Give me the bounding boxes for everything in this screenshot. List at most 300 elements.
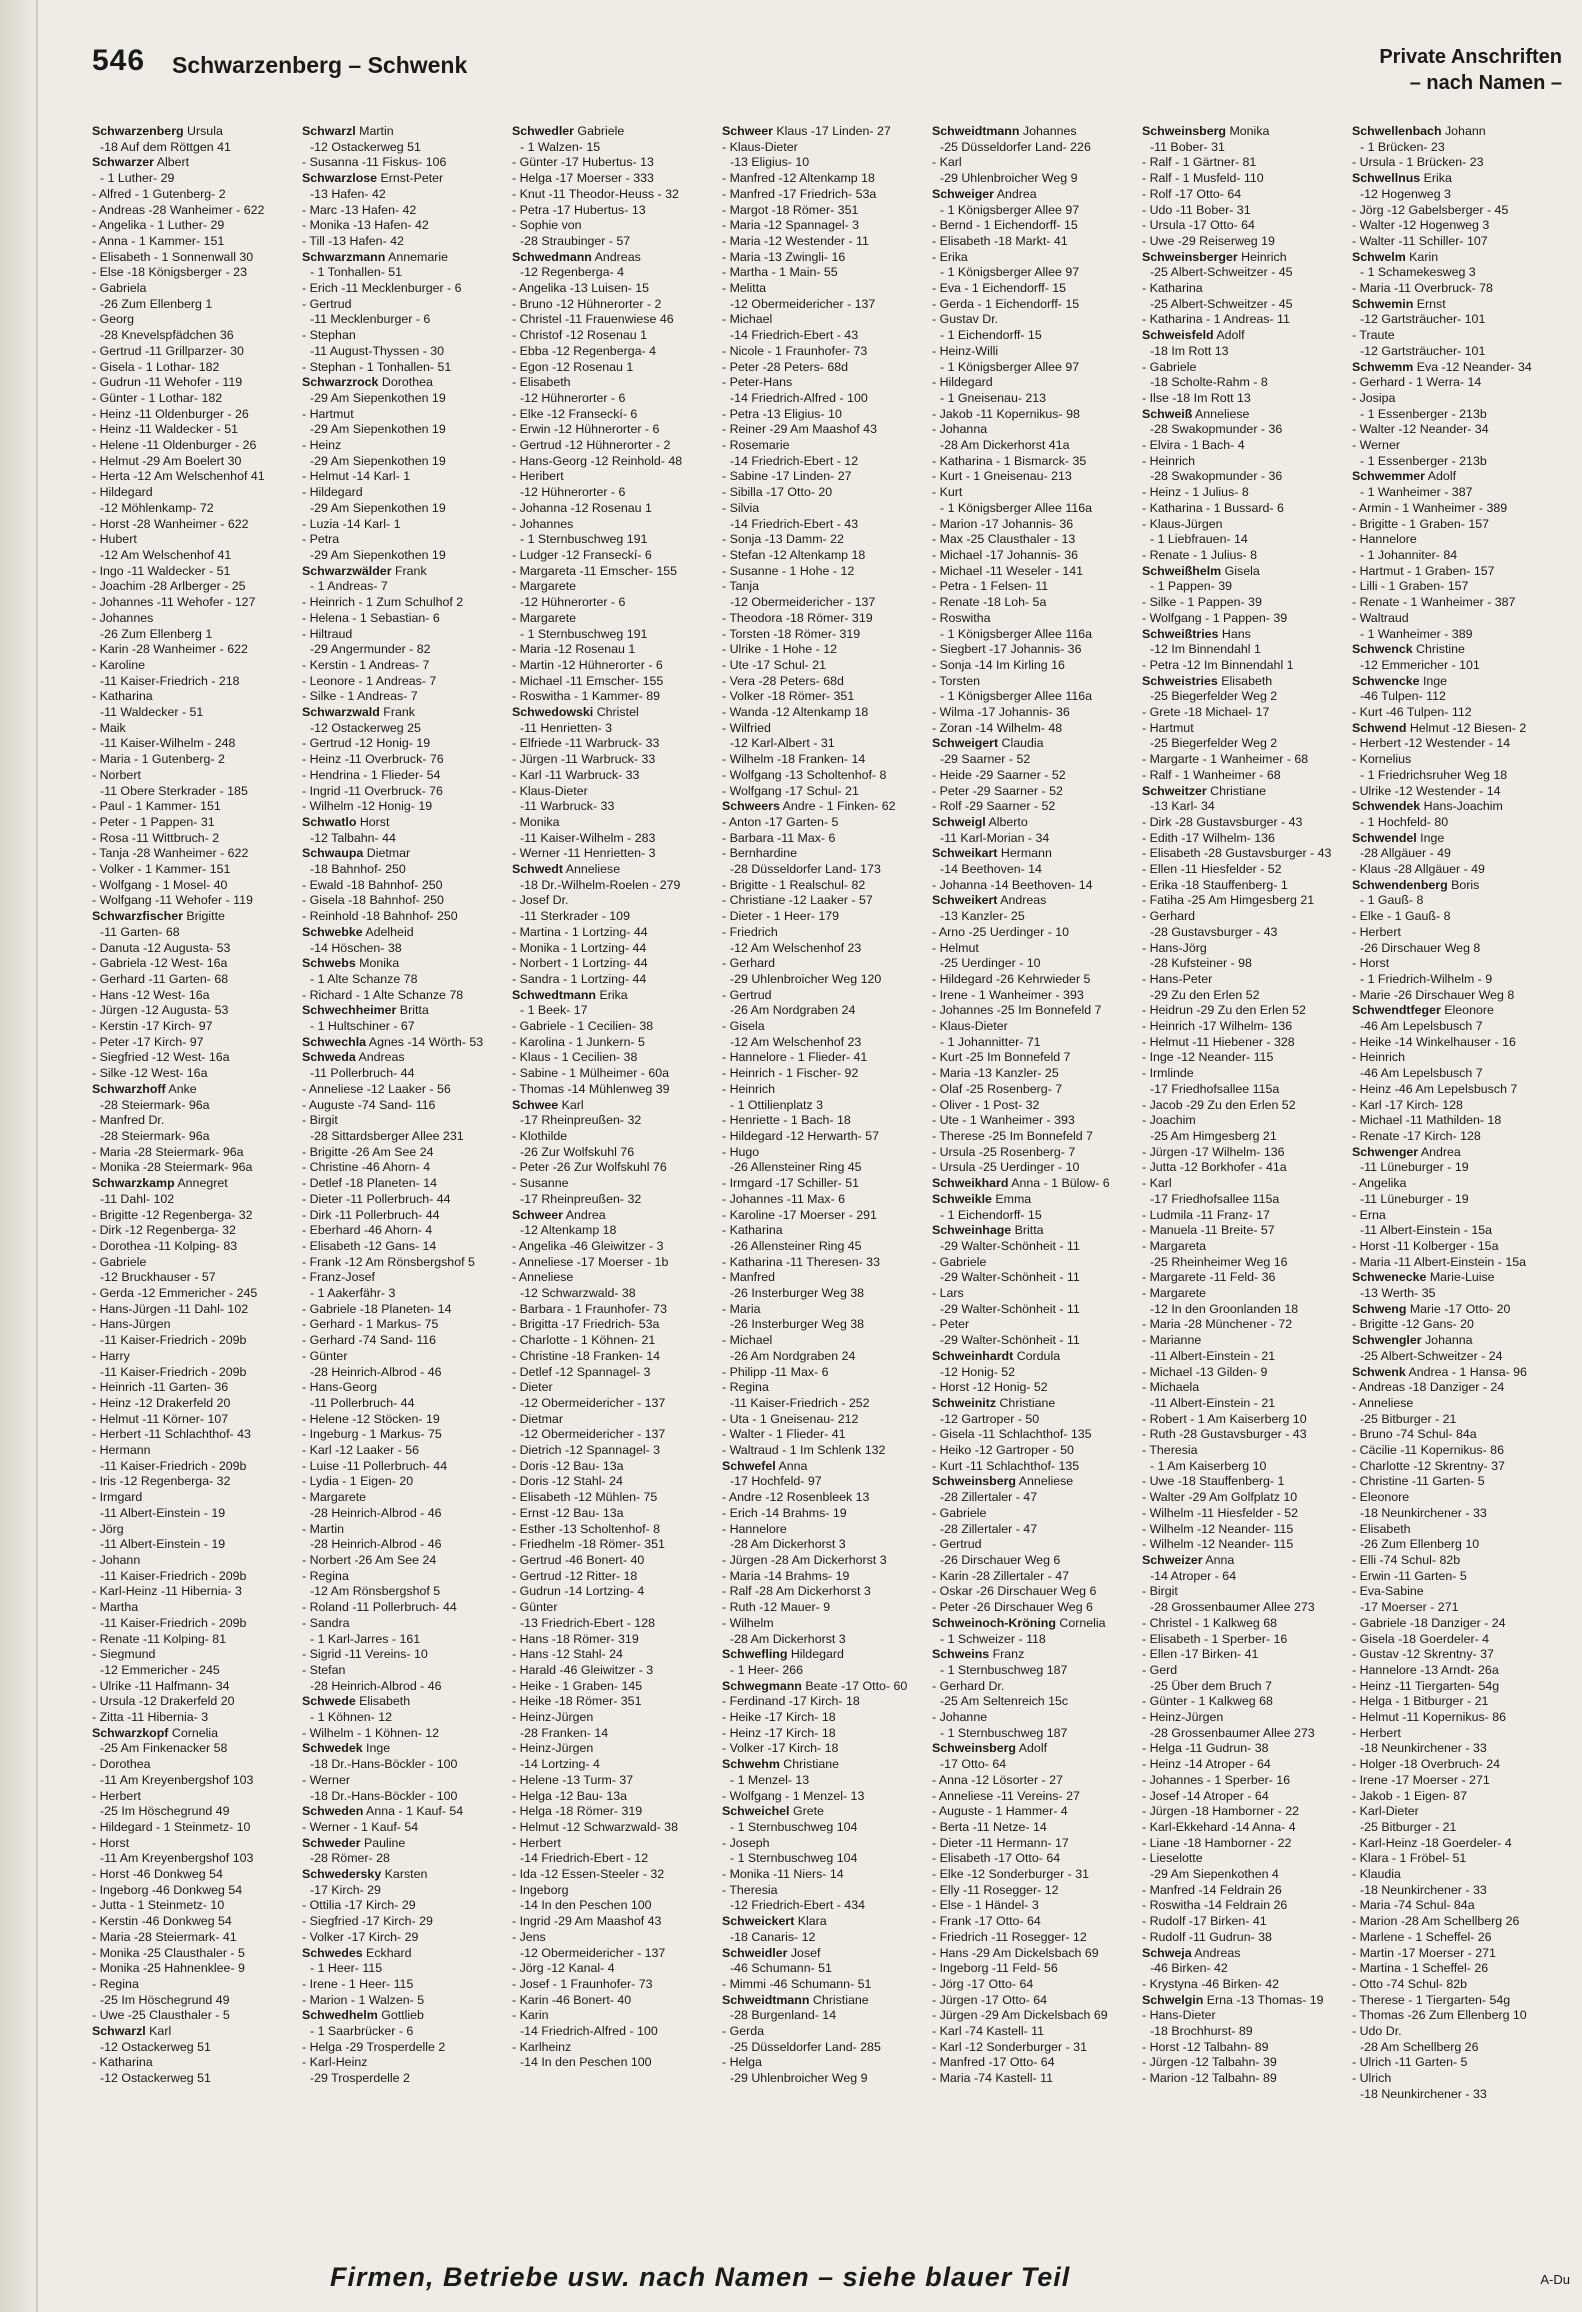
directory-entry: -25 Düsseldorfer Land- 285 [730,2039,881,2054]
directory-entry: Schwengler Johanna [1352,1333,1473,1348]
directory-entry: -12 Gartroper - 50 [940,1411,1040,1426]
directory-entry: -12 Honig- 52 [940,1364,1016,1379]
directory-entry: - 1 Aakerfähr- 3 [310,1286,396,1301]
directory-entry: -28 Zillertaler - 47 [940,1521,1038,1536]
directory-entry: - Uwe -29 Reiserweg 19 [1142,233,1275,248]
directory-entry: - Ingrid -29 Am Maashof 43 [512,1914,662,1929]
directory-entry: Schwarzrock Dorothea [302,375,433,390]
directory-entry: - Silvia [722,500,760,515]
directory-entry: - Irene - 1 Wanheimer - 393 [932,987,1084,1002]
directory-entry: - Peter [932,1317,970,1332]
directory-entry: - Martin -12 Hühnerorter - 6 [512,657,663,672]
directory-entry: - Petra -17 Hubertus- 13 [512,202,646,217]
directory-entry: Schwarzwälder Frank [302,563,427,578]
directory-entry: - Hiltraud [302,626,353,641]
directory-entry: - 1 Tonhallen- 51 [310,265,403,280]
directory-entry: - Tanja -28 Wanheimer - 622 [92,846,249,861]
directory-entry: Schwedler Gabriele [512,124,625,138]
directory-entry: - Thomas -26 Zum Ellenberg 10 [1352,2008,1527,2023]
directory-entry: Schweidtmann Christiane [722,1992,869,2007]
directory-entry: - 1 Eichendorff- 15 [940,328,1042,343]
directory-entry: - Jörg [92,1521,124,1536]
directory-entry: - 1 Sternbuschweg 191 [520,626,648,641]
directory-entry: - Katharina [92,2055,153,2070]
directory-entry: -11 Warbruck- 33 [520,799,615,814]
directory-entry: - 1 Essenberger - 213b [1360,453,1487,468]
surname-heading: Schwarzrock [302,375,379,390]
directory-entry: - Maria -13 Zwingli- 16 [722,249,846,264]
directory-entry: Schwencke Inge [1352,673,1448,688]
directory-entry: - Traute [1352,328,1395,343]
directory-entry: - Hans-Georg -12 Reinhold- 48 [512,453,683,468]
directory-entry: - Karl -74 Kastell- 11 [932,2024,1045,2039]
directory-entry: -12 Obermeidericher - 137 [520,1427,666,1442]
directory-entry: - Roland -11 Pollerbruch- 44 [302,1600,457,1615]
directory-entry: - Roswitha [932,610,991,625]
directory-entry: -28 Steiermark- 96a [100,1129,210,1143]
directory-entry: -12 Im Binnendahl 1 [1150,642,1261,657]
surname-heading: Schweistries [1142,673,1218,688]
directory-entry: -11 Sterkrader - 109 [520,909,630,924]
directory-entry: - Bernd - 1 Eichendorff- 15 [932,218,1078,233]
directory-entry: - Kerstin -17 Kirch- 97 [92,1019,213,1034]
directory-entry: -28 Am Dickerhorst 3 [730,1631,846,1646]
directory-entry: - Hannelore [722,1521,787,1536]
directory-entry: - Petra - 1 Felsen- 11 [932,579,1049,594]
directory-entry: - Ursula -25 Rosenberg- 7 [932,1144,1076,1159]
directory-entry: - Helmut [932,940,979,955]
directory-entry: - Helena - 1 Sebastian- 6 [302,610,440,625]
directory-entry: - Hans -18 Römer- 319 [512,1631,639,1646]
directory-entry: -12 Bruckhauser - 57 [100,1270,216,1285]
directory-entry: - Elisabeth - 1 Sonnenwall 30 [92,249,254,264]
surname-heading: Schweigl [932,814,986,829]
directory-entry: -11 Henrietten- 3 [520,720,613,735]
directory-entry: - Elisabeth -12 Mühlen- 75 [512,1490,658,1505]
directory-entry: - Jürgen -12 Augusta- 53 [92,1003,229,1018]
directory-entry: - Martin [302,1521,344,1536]
directory-entry: - Volker -17 Kirch- 29 [302,1929,419,1944]
directory-entry: - Walter -29 Am Golfplatz 10 [1142,1490,1298,1505]
directory-entry: - Katharina - 1 Andreas- 11 [1142,312,1290,327]
directory-entry: Schweißtries Hans [1142,626,1251,641]
directory-entry: - Gertrud -12 Honig- 19 [302,736,431,751]
directory-entry: - Roswitha - 1 Kammer- 89 [512,689,661,704]
directory-entry: - Barbara - 1 Fraunhofer- 73 [512,1301,667,1316]
directory-entry: - Sabine - 1 Mülheimer - 60a [512,1066,670,1081]
directory-entry: - Ulrich -11 Garten- 5 [1352,2055,1468,2070]
directory-entry: - Ellen -11 Hiesfelder - 52 [1142,862,1282,877]
directory-entry: -29 Angermunder - 82 [310,642,431,657]
surname-heading: Schwenecke [1352,1270,1427,1285]
directory-entry: - Heinrich -11 Garten- 36 [92,1380,229,1395]
directory-entry: - Horst -28 Wanheimer - 622 [92,516,249,531]
directory-entry: - Johannes - 1 Sperber- 16 [1142,1772,1291,1787]
directory-entry: - Wilhelm - 1 Köhnen- 12 [302,1725,440,1740]
directory-entry: -25 Düsseldorfer Land- 226 [940,139,1091,154]
directory-entry: -11 Pollerbruch- 44 [310,1066,415,1081]
directory-entry: - Wilhelm -12 Honig- 19 [302,799,433,814]
directory-entry: - Kurt [932,485,963,500]
directory-entry: - Anna -12 Lösorter - 27 [932,1772,1063,1787]
directory-entry: - Rosa -11 Wittbruch- 2 [92,830,220,845]
directory-entry: - Michael -11 Mathilden- 18 [1352,1113,1502,1128]
directory-entry: - Johann [92,1552,141,1567]
directory-entry: - Regina [92,1976,139,1991]
directory-entry: -28 Gustavsburger - 43 [1150,924,1278,939]
directory-entry: -28 Sittardsberger Allee 231 [310,1129,464,1143]
directory-entry: - Hildegard -26 Kehrwieder 5 [932,971,1091,986]
directory-entry: - Jürgen -29 Am Dickelsbach 69 [932,2008,1108,2023]
directory-entry: -28 Burgenland- 14 [730,2008,837,2023]
directory-entry: - Helga [722,2055,762,2070]
directory-entry: - Erwin -11 Garten- 5 [1352,1568,1467,1583]
directory-entry: - Klaudia [1352,1867,1401,1882]
directory-entry: - Ralf - 1 Gärtner- 81 [1142,155,1257,170]
directory-entry: Schwehm Christiane [722,1757,840,1772]
directory-entry: - Elisabeth -28 Gustavsburger - 43 [1142,846,1332,861]
directory-entry: - Esther -13 Scholtenhof- 8 [512,1521,661,1536]
directory-entry: - Ute -17 Schul- 21 [722,657,826,672]
directory-entry: - Doris -12 Stahl- 24 [512,1474,623,1489]
page-number: 546 [92,44,146,77]
directory-entry: - Hannelore [1352,532,1417,547]
directory-entry: - Silke -12 West- 16a [92,1066,208,1081]
directory-entry: Schwendtfeger Eleonore [1352,1003,1494,1018]
section-label-line2: – nach Namen – [1409,72,1562,94]
directory-entry: - Danuta -12 Augusta- 53 [92,940,231,955]
directory-entry: Schweinsberger Heinrich [1142,249,1287,264]
directory-entry: - Heidrun -29 Zu den Erlen 52 [1142,1003,1306,1018]
directory-entry: - Hans-Georg [302,1380,378,1395]
directory-entry: - Heinz -46 Am Lepelsbusch 7 [1352,1081,1518,1096]
directory-entry: - Wanda -12 Altenkamp 18 [722,705,869,720]
directory-entry: -14 Friedrich-Ebert - 12 [730,453,859,468]
directory-entry: - Dirk -12 Regenberga- 32 [92,1223,236,1238]
directory-entry: - Heike -17 Kirch- 18 [722,1710,836,1725]
directory-entry: -11 Kaiser-Friedrich - 209b [100,1364,247,1379]
directory-entry: - Eleonore [1352,1490,1410,1505]
directory-entry: - Maria -11 Albert-Einstein - 15a [1352,1254,1527,1269]
directory-entry: - Johanna [932,422,988,437]
directory-entry: - Stefan [302,1662,346,1677]
directory-entry: - Margarete -11 Feld- 36 [1142,1270,1276,1285]
directory-entry: - Ruth -28 Gustavsburger - 43 [1142,1427,1307,1442]
directory-entry: - Jakob - 1 Eigen- 87 [1352,1788,1468,1803]
directory-entry: -13 Karl- 34 [1150,799,1215,814]
directory-entry: -25 Uerdinger - 10 [940,956,1041,971]
directory-entry: - Gudrun -11 Wehofer - 119 [92,375,243,390]
directory-entry: - Arno -25 Uerdinger - 10 [932,924,1070,939]
directory-entry: - Volker -17 Kirch- 18 [722,1741,839,1756]
directory-entry: - Anneliese -17 Moerser - 1b [512,1254,669,1269]
directory-entry: - Renate - 1 Wanheimer - 387 [1352,595,1516,610]
surname-heading: Schweisfeld [1142,328,1214,343]
directory-entry: - Karlheinz [512,2039,572,2054]
directory-entry: Schwede Elisabeth [302,1694,411,1709]
surname-heading: Schwarzer [92,155,154,170]
directory-entry: - Max -25 Clausthaler - 13 [932,532,1076,547]
directory-entry: - Karolina - 1 Junkern- 5 [512,1034,645,1049]
directory-entry: - Helmut -12 Schwarzwald- 38 [512,1819,678,1834]
directory-entry: Schwedowski Christel [512,705,639,720]
directory-entry: -26 Allensteiner Ring 45 [730,1238,862,1253]
directory-entry: Schweja Andreas [1142,1945,1241,1960]
directory-entry: - Gerda - 1 Eichendorff- 15 [932,296,1080,311]
directory-entry: - Theresia [1142,1443,1198,1458]
directory-entry: - Margarte - 1 Wanheimer - 68 [1142,752,1309,767]
directory-entry: - Brigitte - 1 Graben- 157 [1352,516,1490,531]
surname-heading: Schwellenbach [1352,124,1442,138]
directory-entry: - 1 Sternbuschweg 104 [730,1819,858,1834]
directory-entry: - Heinz-Jürgen [1142,1710,1224,1725]
directory-entry: -28 Steiermark- 96a [100,1097,210,1112]
directory-entry: - Peter-Hans [722,375,793,390]
directory-entry: - Renate -11 Kolping- 81 [92,1631,227,1646]
directory-entry: - Elisabeth [512,375,571,390]
directory-entry: -14 In den Peschen 100 [520,2055,652,2070]
directory-entry: -17 Friedhofsallee 115a [1150,1081,1280,1096]
directory-entry: - Gisela [722,1019,765,1034]
directory-entry: - Zitta -11 Hibernia- 3 [92,1710,209,1725]
directory-entry: Schwedersky Karsten [302,1867,428,1882]
surname-heading: Schweinsberger [1142,249,1238,264]
directory-entry: -12 Hogenweg 3 [1360,186,1451,201]
directory-entry: - Klaus-Jürgen [1142,516,1223,531]
directory-entry: - Gabriele [932,1254,987,1269]
directory-entry: -29 Uhlenbroicher Weg 120 [730,971,882,986]
directory-entry: - Anneliese -11 Vereins- 27 [932,1788,1080,1803]
directory-entry: - Margarete [512,610,577,625]
surname-heading: Schwedes [302,1945,363,1960]
directory-entry: - Stephan [302,328,356,343]
directory-entry: - Fatiha -25 Am Himgesberg 21 [1142,893,1315,908]
directory-entry: - Brigitte -12 Regenberga- 32 [92,1207,253,1222]
directory-entry: Schwedek Inge [302,1741,391,1756]
directory-entry: - Maria -12 Westender - 11 [722,233,869,248]
directory-entry: - Walter -12 Neander- 34 [1352,422,1489,437]
directory-entry: Schwend Helmut -12 Biesen- 2 [1352,720,1527,735]
directory-entry: - Walter -11 Schiller- 107 [1352,233,1488,248]
directory-entry: -18 Dr.-Hans-Böckler - 100 [310,1757,458,1772]
directory-entry: - Manfred Dr. [92,1113,165,1128]
directory-entry: -28 Am Schellberg 26 [1360,2039,1479,2054]
directory-entry: - Wilfried [722,720,771,735]
directory-entry: Schweitzer Christiane [1142,783,1266,798]
directory-entry: Schwenk Andrea - 1 Hansa- 96 [1352,1364,1527,1379]
directory-entry: - Gerhard [1142,909,1196,924]
directory-entry: - Horst -12 Talbahn- 89 [1142,2039,1269,2054]
directory-entry: - Andreas -18 Danziger - 24 [1352,1380,1505,1395]
directory-entry: - Karl-Heinz [302,2055,368,2070]
directory-entry: - Cäcilie -11 Kopernikus- 86 [1352,1443,1504,1458]
surname-heading: Schweichel [722,1804,790,1819]
directory-entry: - Melitta [722,281,767,296]
directory-entry: - Udo -11 Bober- 31 [1142,202,1251,217]
directory-entry: - Siegfried -12 West- 16a [92,1050,230,1065]
directory-entry: -29 Am Siepenkothen 19 [310,390,446,405]
directory-entry: -12 Schwarzwald- 38 [520,1286,636,1301]
directory-entry: -29 Walter-Schönheit - 11 [940,1301,1080,1316]
directory-entry: - Gerhard - 1 Markus- 75 [302,1317,439,1332]
surname-heading: Schwemmer [1352,469,1426,484]
directory-entry: - Hildegard -12 Herwarth- 57 [722,1129,880,1143]
directory-entry: -12 Obermeidericher - 137 [520,1945,666,1960]
directory-entry: Schweder Pauline [302,1835,406,1850]
directory-entry: - Uwe -18 Stauffenberg- 1 [1142,1474,1285,1489]
directory-column [512,124,714,2256]
directory-entry: -28 Kufsteiner - 98 [1150,956,1252,971]
directory-entry: - Reiner -29 Am Maashof 43 [722,422,877,437]
directory-entry: - Sandra [302,1615,350,1630]
directory-entry: - Heinz-Jürgen [512,1741,594,1756]
directory-entry: -14 Höschen- 38 [310,940,402,955]
directory-entry: -12 Am Welschenhof 23 [730,1034,862,1049]
directory-entry: - Helga - 1 Bitburger - 21 [1352,1694,1489,1709]
directory-entry: - Hildegard [92,485,153,500]
directory-entry: - Heiko -12 Gartroper - 50 [932,1443,1074,1458]
directory-column [1142,124,1344,2256]
directory-entry: - Maria -28 Münchener - 72 [1142,1317,1293,1332]
directory-entry: - Gertrud -46 Bonert- 40 [512,1552,645,1567]
directory-entry: -26 Am Nordgraben 24 [730,1348,856,1363]
surname-heading: Schwede [302,1694,356,1709]
directory-entry: -13 Friedrich-Ebert - 128 [520,1615,655,1630]
directory-entry: Schweiger Andrea [932,186,1037,201]
directory-entry: -12 Hühnerorter - 6 [520,595,626,610]
directory-entry: - Siegfried -17 Kirch- 29 [302,1914,433,1929]
directory-entry: - Henriette - 1 Bach- 18 [722,1113,851,1128]
surname-heading: Schwenger [1352,1144,1419,1159]
directory-entry: - Hans-Jürgen [92,1317,171,1332]
directory-entry: - 1 Heer- 115 [310,1961,383,1976]
directory-entry: - 1 Friedrich-Wilhelm - 9 [1360,971,1493,986]
surname-heading: Schweer [722,124,773,138]
directory-entry: Schweizer Anna [1142,1552,1235,1567]
directory-entry: - Monika -25 Clausthaler - 5 [92,1945,245,1960]
directory-entry: - Wolfgang - 1 Pappen- 39 [1142,610,1288,625]
surname-heading: Schwarzwald [302,705,380,720]
directory-entry: - Dieter -11 Pollerbruch- 44 [302,1191,451,1206]
directory-entry: - Marlene - 1 Scheffel- 26 [1352,1929,1492,1944]
directory-entry: -12 Friedrich-Ebert - 434 [730,1898,865,1913]
directory-entry: -11 Albert-Einstein - 19 [100,1537,226,1552]
directory-entry: - Monika -11 Niers- 14 [722,1867,844,1882]
directory-entry: - Torsten [932,673,980,688]
directory-entry: - Renate - 1 Julius- 8 [1142,547,1258,562]
directory-entry: -12 Am Welschenhof 41 [100,547,232,562]
directory-entry: - Jakob -11 Kopernikus- 98 [932,406,1080,421]
surname-heading: Schwelgin [1142,1992,1204,2007]
directory-entry: - Elly -11 Rosegger- 12 [932,1882,1059,1897]
directory-entry: -28 Allgäuer - 49 [1360,846,1451,861]
directory-entry: -18 Im Rott 13 [1150,343,1229,358]
directory-entry: - 1 Sternbuschweg 187 [940,1725,1068,1740]
directory-entry: - Ralf - 1 Wanheimer - 68 [1142,767,1281,782]
directory-entry: - Wolfgang -17 Schul- 21 [722,783,859,798]
directory-entry: - Vera -28 Peters- 68d [722,673,844,688]
directory-entry: - Grete -18 Michael- 17 [1142,705,1270,720]
directory-entry: - Volker - 1 Kammer- 151 [92,862,231,877]
surname-heading: Schweinsberg [1142,124,1227,138]
directory-entry: - Jürgen -11 Warbruck- 33 [512,752,656,767]
directory-entry: - Ellen -17 Birken- 41 [1142,1647,1259,1662]
surname-heading: Schweickert [722,1914,795,1929]
directory-entry: -11 Albert-Einstein - 15a [1360,1223,1493,1238]
directory-entry: - Sigrid -11 Vereins- 10 [302,1647,428,1662]
directory-entry: - Gertrud [722,987,772,1002]
directory-entry: - Wilhelm -12 Neander- 115 [1142,1537,1294,1552]
directory-entry: - Günter [512,1600,558,1615]
directory-entry: Schwenger Andrea [1352,1144,1461,1159]
surname-heading: Schwarzmann [302,249,386,264]
directory-entry: - Erika [932,249,968,264]
surname-heading: Schweer [512,1207,563,1222]
surname-heading: Schwenck [1352,642,1413,657]
directory-entry: - Helmut -29 Am Boelert 30 [92,453,242,468]
directory-entry: - Elisabeth - 1 Sperber- 16 [1142,1631,1288,1646]
directory-entry: - Margot -18 Römer- 351 [722,202,859,217]
directory-entry: -11 Lüneburger - 19 [1360,1191,1469,1206]
directory-entry: -26 Insterburger Weg 38 [730,1286,865,1301]
directory-entry: Schweigl Alberto [932,814,1028,829]
surname-heading: Schweinsberg [932,1474,1017,1489]
surname-heading: Schwefel [722,1458,776,1473]
directory-entry: Schwegmann Beate -17 Otto- 60 [722,1678,908,1693]
directory-entry: - Werner - 1 Kauf- 54 [302,1819,419,1834]
directory-entry: -46 Am Lepelsbusch 7 [1360,1066,1483,1081]
section-label-line1: Private Anschriften [1379,46,1562,68]
directory-entry: - Erika -18 Stauffenberg- 1 [1142,877,1288,892]
directory-entry: - Monika - 1 Lortzing- 44 [512,940,647,955]
directory-entry: - Hans -29 Am Dickelsbach 69 [932,1945,1099,1960]
directory-entry: - Katharina [722,1223,783,1238]
directory-entry: -28 Römer- 28 [310,1851,390,1866]
directory-entry: - Theodora -18 Römer- 319 [722,610,873,625]
directory-entry: -13 Werth- 35 [1360,1286,1436,1301]
surname-heading: Schweikle [932,1191,992,1206]
directory-entry: - Maria -28 Steiermark- 96a [92,1144,244,1159]
directory-entry: - Susanne [512,1176,569,1191]
directory-entry: - Hans-Jürgen -11 Dahl- 102 [92,1301,249,1316]
directory-entry: - Maria -28 Steiermark- 41 [92,1929,237,1944]
directory-entry: - Karl [1142,1176,1172,1191]
directory-entry: -29 Am Siepenkothen 4 [1150,1867,1279,1882]
surname-heading: Schwefling [722,1647,788,1662]
directory-entry: - Friedhelm -18 Römer- 351 [512,1537,665,1552]
directory-entry: - Dieter - 1 Heer- 179 [722,909,840,924]
directory-entry: - Waltraud [1352,610,1409,625]
directory-entry: - Petra [302,532,340,547]
directory-entry: -11 Kaiser-Friedrich - 209b [100,1568,247,1583]
directory-entry: - Thomas -14 Mühlenweg 39 [512,1081,670,1096]
directory-entry: - Heinz -14 Atroper - 64 [1142,1757,1271,1772]
directory-entry: -18 Brochhurst- 89 [1150,2024,1253,2039]
directory-entry: - Rolf -29 Saarner - 52 [932,799,1056,814]
surname-heading: Schweinitz [932,1395,997,1410]
directory-entry: - Helga -18 Römer- 319 [512,1804,643,1819]
directory-entry: - Hans-Dieter [1142,2008,1216,2023]
directory-entry: - Zoran -14 Wilhelm- 48 [932,720,1063,735]
surname-heading: Schwarzfischer [92,909,183,924]
directory-entry: - Georg [92,312,135,327]
directory-entry: -29 Zu den Erlen 52 [1150,987,1260,1002]
directory-entry: - Friedrich -11 Rosegger- 12 [932,1929,1087,1944]
directory-entry: - Gerda [722,2024,765,2039]
directory-entry: - Holger -18 Overbruch- 24 [1352,1757,1501,1772]
directory-entry: - Gertrud -12 Hühnerorter - 2 [512,438,671,453]
directory-entry: - Richard - 1 Alte Schanze 78 [302,987,464,1002]
